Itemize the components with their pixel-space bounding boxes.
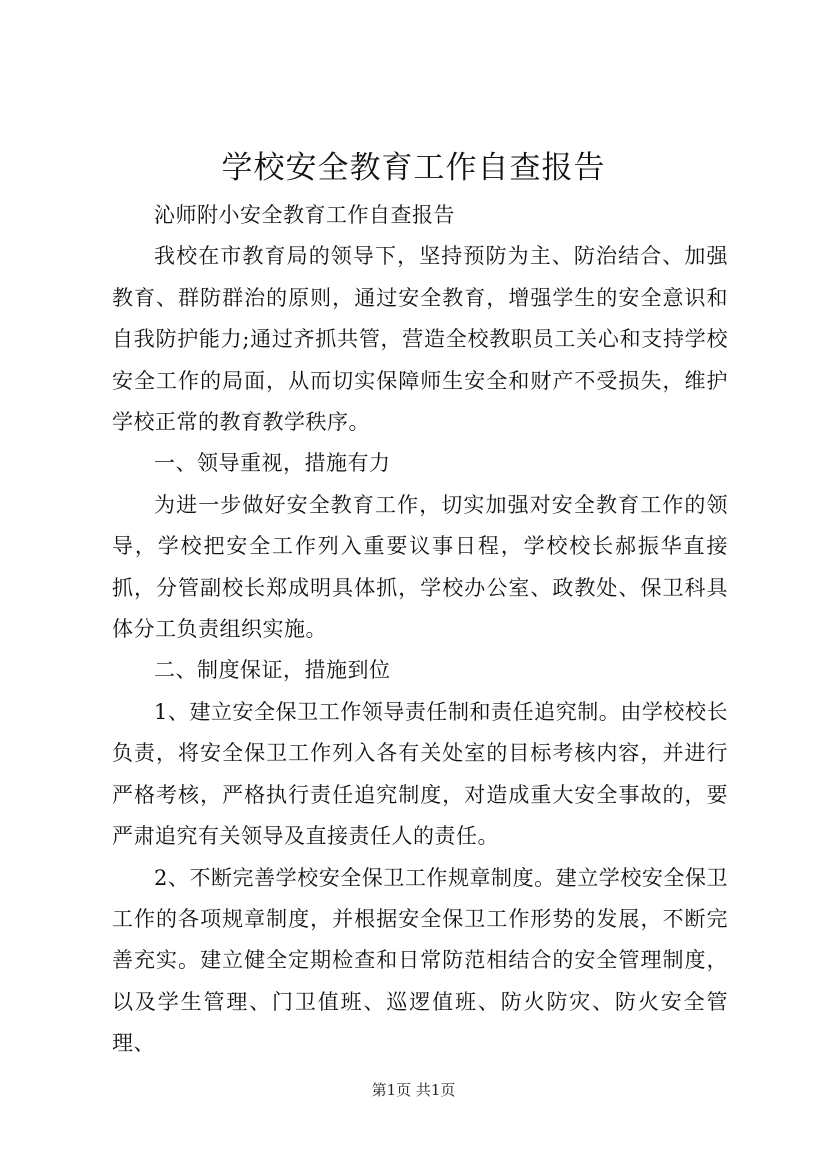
subtitle-paragraph: 沁师附小安全教育工作自查报告 [154, 203, 455, 227]
intro-paragraph: 我校在市教育局的领导下，坚持预防为主、防治结合、加强教育、群防群治的原则，通过安全教育，增强学生的安全意识和自我防护能力;通过齐抓共管，营造全校教职员工关心和支持学校安全工作的局面，从而切实保障师生安全和财产不受损失，维护学校正常的教育教学秩序。 [112, 244, 728, 435]
document-body [112, 195, 728, 1065]
item-1-paragraph: 1、建立安全保卫工作领导责任制和责任追究制。由学校校长负责，将安全保卫工作列入各有关处室的目标考核内容，并进行严格考核，严格执行责任追究制度，对造成重大安全事故的，要严肃追究有关领导及直接责任人的责任。 [112, 699, 728, 849]
section-1-paragraph: 为进一步做好安全教育工作，切实加强对安全教育工作的领导，学校把安全工作列入重要议事日程，学校校长郝振华直接抓，分管副校长郑成明具体抓，学校办公室、政教处、保卫科具体分工负责组织实施。 [112, 492, 728, 642]
item-2-paragraph: 2、不断完善学校安全保卫工作规章制度。建立学校安全保卫工作的各项规章制度，并根据安全保卫工作形势的发展，不断完善充实。建立健全定期检查和日常防范相结合的安全管理制度，以及学生管理、门卫值班、巡逻值班、防火防灾、防火安全管理、 [112, 865, 728, 1056]
page-footer: 第1页 共1页 [371, 1081, 456, 1099]
document-title: 学校安全教育工作自查报告 [221, 150, 606, 186]
section-heading-1: 一、领导重视，措施有力 [154, 451, 391, 476]
section-heading-2: 二、制度保证，措施到位 [154, 658, 391, 683]
